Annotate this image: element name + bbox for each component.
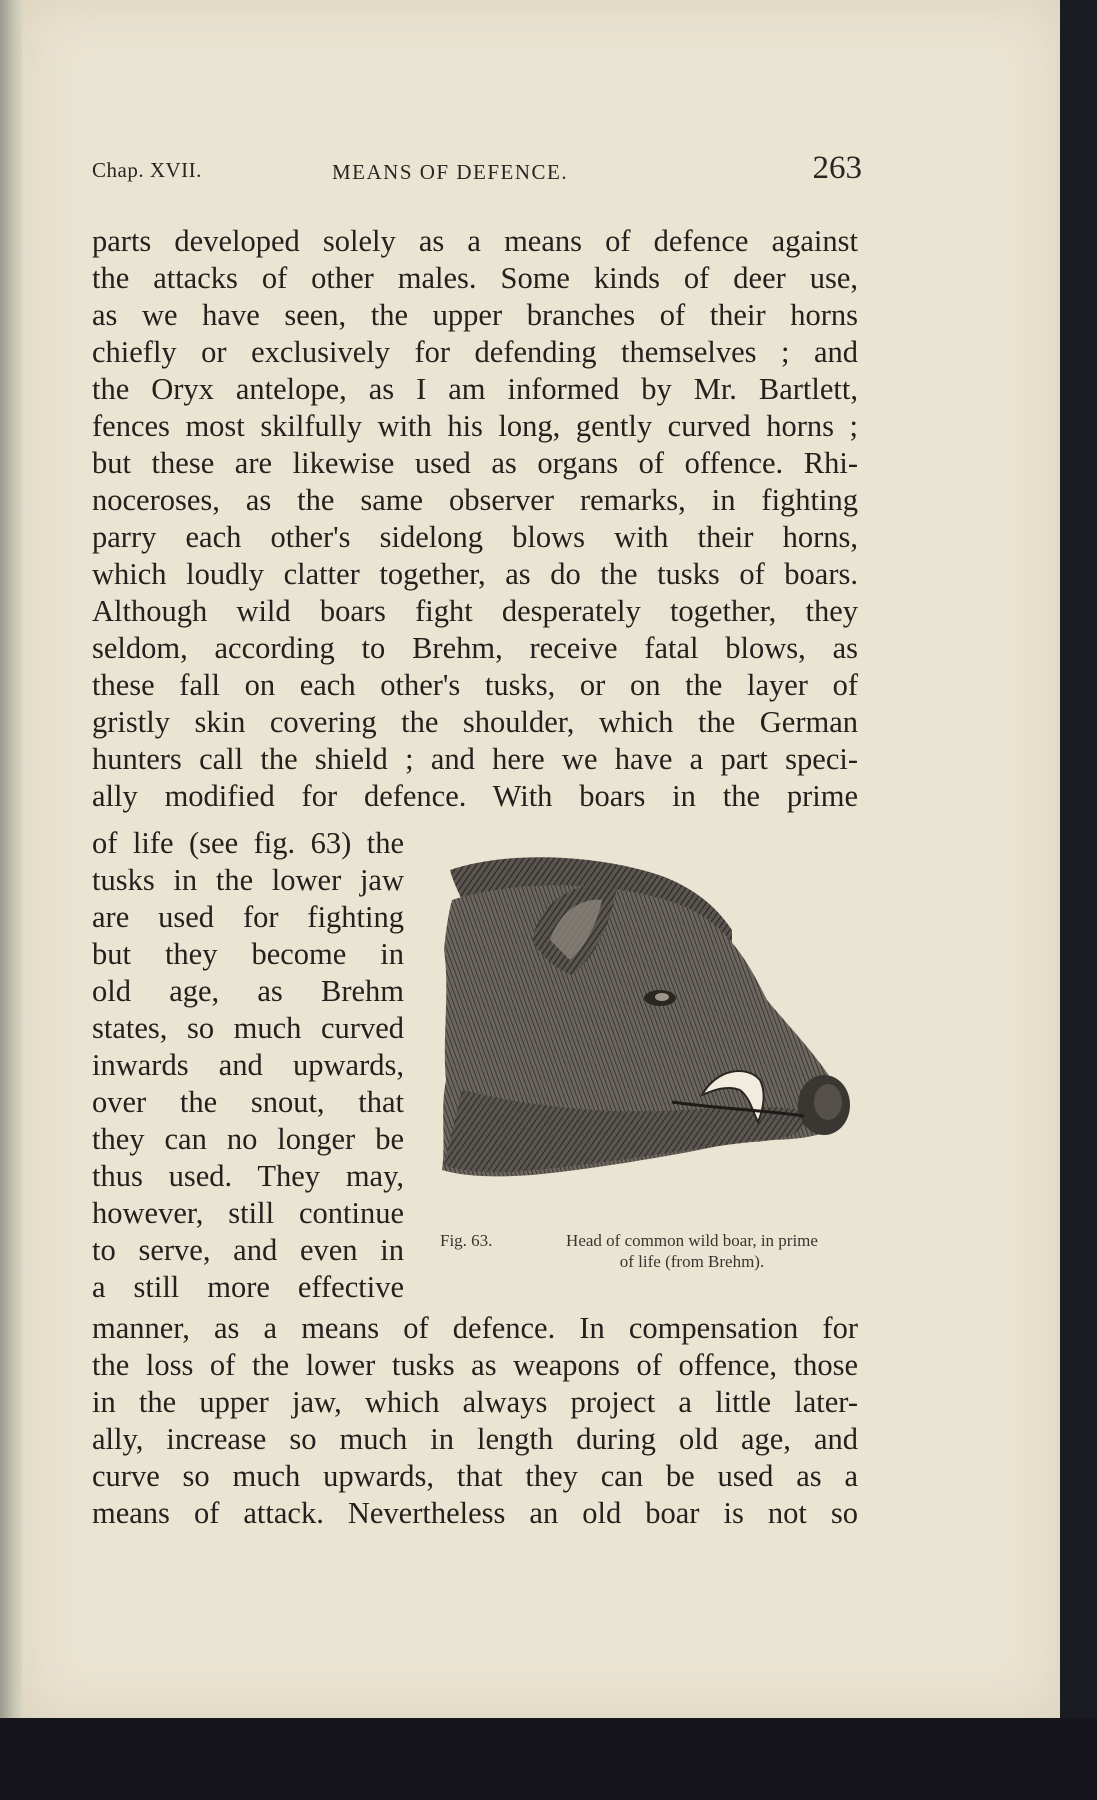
wrap-line: old age, as Brehm: [92, 974, 404, 1008]
body-line: noceroses, as the same observer remarks, in fighting: [92, 483, 858, 517]
background-shade: [0, 1718, 1097, 1800]
body-line: the Oryx antelope, as I am informed by Mr. Bartlett,: [92, 372, 858, 406]
running-header: [92, 150, 862, 190]
body-line: parry each other's sidelong blows with their horns,: [92, 520, 858, 554]
caption-line-2: of life (from Brehm).: [619, 1252, 765, 1271]
wrap-line: of life (see fig. 63) the: [92, 826, 404, 860]
body-line: manner, as a means of defence. In compensation for: [92, 1311, 858, 1345]
body-line: gristly skin covering the shoulder, which the German: [92, 705, 858, 739]
running-title: MEANS OF DEFENCE.: [332, 160, 569, 184]
body-line: means of attack. Nevertheless an old boar is not so: [92, 1496, 858, 1530]
body-line: in the upper jaw, which always project a little later-: [92, 1385, 858, 1419]
wrap-line: but they become in: [92, 937, 404, 971]
boar-head-illustration: [432, 840, 860, 1220]
page-number: 263: [812, 150, 862, 186]
body-line: the attacks of other males. Some kinds of deer use,: [92, 261, 858, 295]
wrap-line: over the snout, that: [92, 1085, 404, 1119]
wrap-line: inwards and upwards,: [92, 1048, 404, 1082]
body-line: chiefly or exclusively for defending themselves ; and: [92, 335, 858, 369]
wrap-line: are used for fighting: [92, 900, 404, 934]
wrap-line: to serve, and even in: [92, 1233, 404, 1267]
body-line: curve so much upwards, that they can be used as a: [92, 1459, 858, 1493]
body-line: seldom, according to Brehm, receive fatal blows, as: [92, 631, 858, 665]
wrap-line: a still more effective: [92, 1270, 404, 1304]
caption-line-1: Head of common wild boar, in prime: [566, 1231, 818, 1250]
body-line: Although wild boars fight desperately together, they: [92, 594, 858, 628]
body-line: the loss of the lower tusks as weapons of offence, those: [92, 1348, 858, 1382]
chapter-label: Chap. XVII.: [92, 158, 202, 182]
body-line: ally modified for defence. With boars in the prime: [92, 779, 858, 813]
figure-caption: [432, 1230, 862, 1272]
body-line: as we have seen, the upper branches of their horns: [92, 298, 858, 332]
wrap-line: states, so much curved: [92, 1011, 404, 1045]
body-line: fences most skilfully with his long, gently curved horns ;: [92, 409, 858, 443]
body-line: these fall on each other's tusks, or on the layer of: [92, 668, 858, 702]
wrap-line: however, still continue: [92, 1196, 404, 1230]
wrap-line: tusks in the lower jaw: [92, 863, 404, 897]
wrap-line: they can no longer be: [92, 1122, 404, 1156]
figure-label: Fig. 63.: [440, 1231, 493, 1250]
body-line: parts developed solely as a means of defence against: [92, 224, 858, 258]
body-line: which loudly clatter together, as do the tusks of boars.: [92, 557, 858, 591]
body-line: ally, increase so much in length during old age, and: [92, 1422, 858, 1456]
body-line: but these are likewise used as organs of offence. Rhi-: [92, 446, 858, 480]
wrap-line: thus used. They may,: [92, 1159, 404, 1193]
body-line: hunters call the shield ; and here we have a part speci-: [92, 742, 858, 776]
